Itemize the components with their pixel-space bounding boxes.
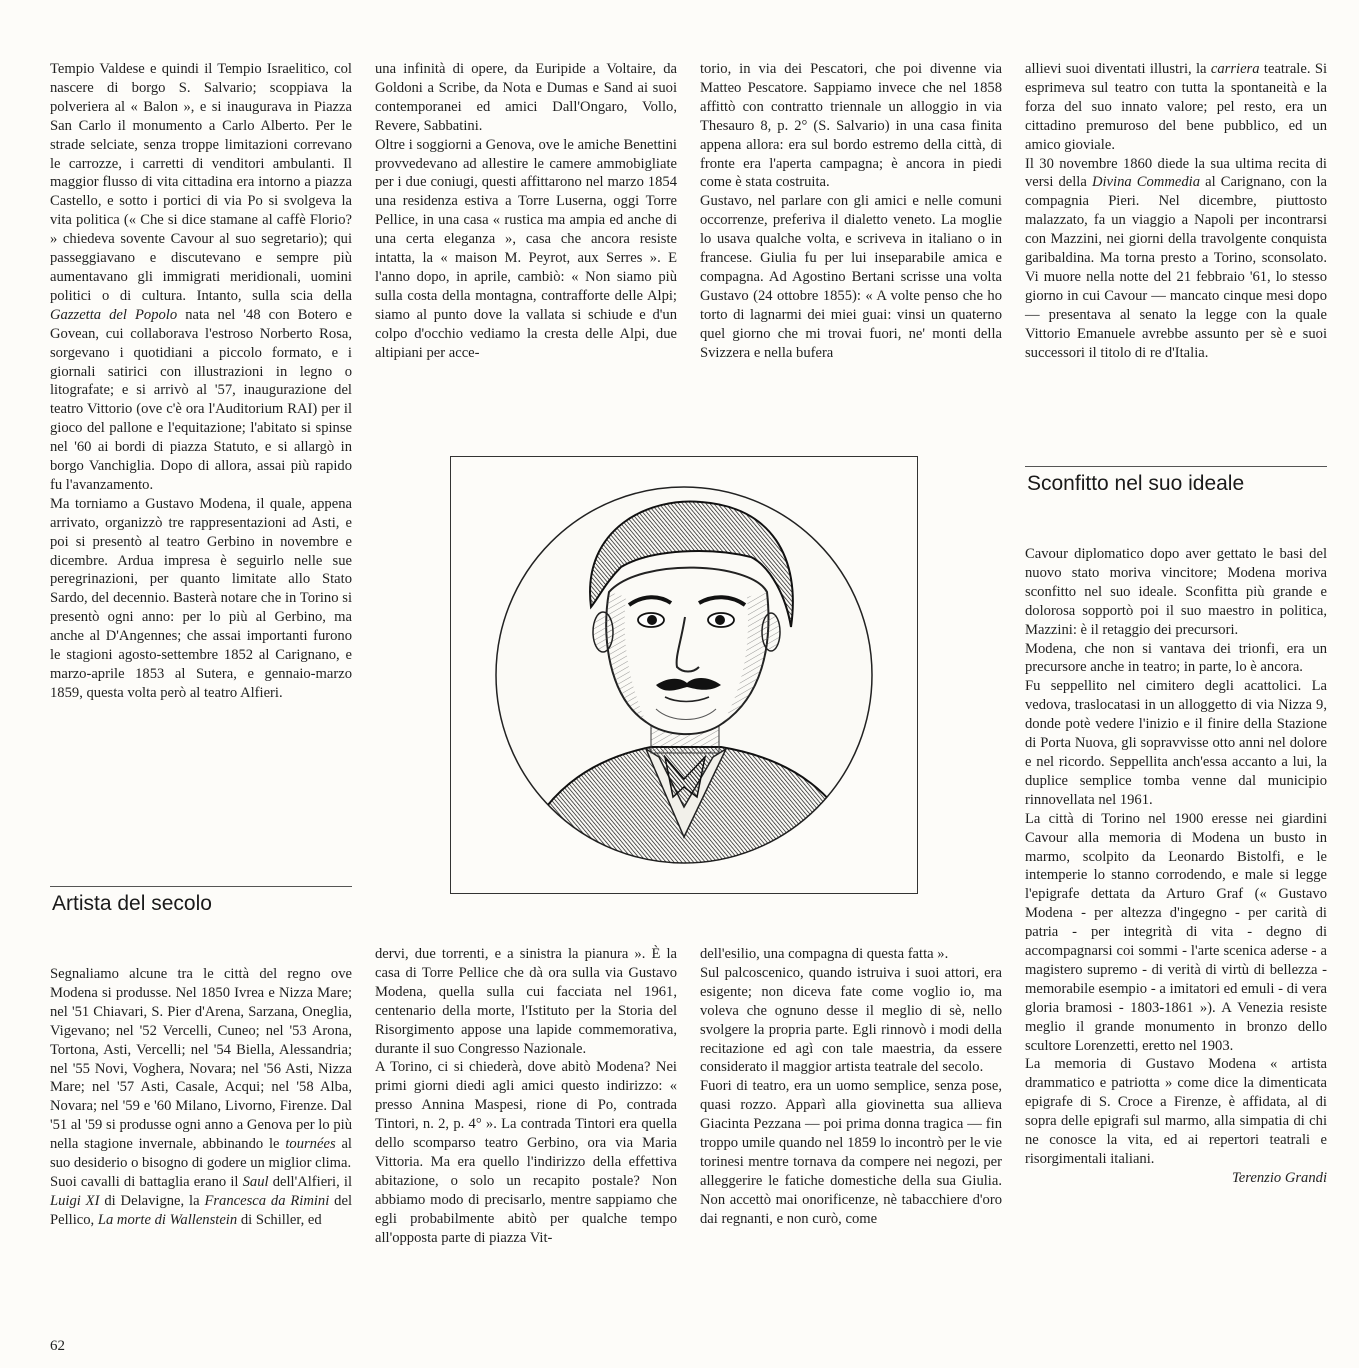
paragraph: Il 30 novembre 1860 diede la sua ultima recita di versi della Divina Commedia al Carignano, con la compagnia Pieri. Nel dicembre, piuttosto malazzato, fa un viaggio a Napoli per incontrarsi con Mazzini, nei giorni della travolgente conquista garibaldina. Ma torna presto a Torino, sconsolato. Vi muore nella notte del 21 febbraio '61, lo stesso giorno in cui Cavour — mancato cinque mesi dopo — presentava al senato la legge con la quale Vittorio Emanuele avrebbe assunto per sè e suoi successori il titolo di re d'Italia. — [1025, 155, 1327, 361]
paragraph: dervi, due torrenti, e a sinistra la pianura ». È la casa di Torre Pellice che dà ora sulla via Gustavo Modena, quella sulla cui facciata nel 1961, centenario della morte, l'Istituto per la Storia del Risorgimento appose una lapide commemorativa, durante il suo Congresso Nazionale. — [375, 946, 677, 1057]
divider — [50, 886, 352, 887]
column-3-top — [700, 60, 1002, 363]
paragraph: una infinità di opere, da Euripide a Voltaire, da Goldoni a Scribe, da Nota e Dumas e Sand ai suoi contemporanei ed amici Dall'Ongaro, Vollo, Revere, Sabbatini. — [375, 61, 677, 134]
column-1-top — [50, 60, 352, 703]
portrait-illustration — [450, 456, 918, 894]
paragraph: Ma torniamo a Gustavo Modena, il quale, appena arrivato, organizzò tre rappresentazioni ad Asti, e poi si presentò al teatro Gerbino in novembre e dicembre. Ardua impresa è seguirlo nelle sue peregrinazioni, per quanto limitate allo Stato Sardo, del decennio. Basterà notare che in Torino si presentò ogni anno: per lo più al Gerbino, ma anche al D'Angennes; che assai importanti furono le stagioni agosto-settembre 1852 al Carignano, e marzo-aprile 1853 al Sutera, e gennaio-marzo 1859, questa volta però al teatro Alfieri. — [50, 495, 352, 701]
paragraph: Oltre i soggiorni a Genova, ove le amiche Benettini provvedevano ad allestire le camere ammobigliate per i due coniugi, questi affittarono nel marzo 1854 una residenza estiva a Torre Luserna, oggi Torre Pellice, in una casa « rustica ma ampia ed anche di una certa eleganza », casa che ancora resiste intatta, la « maison M. Peyrot, aux Serres ». E l'anno dopo, in aprile, cambiò: « Non siamo più sulla costa della montagna, contrafforte delle Alpi; siamo al punto dove la vallata si schiude e d'un colpo d'occhio vediamo la cresta delle Alpi, due altipiani per acce- — [375, 136, 677, 361]
column-3-bottom — [700, 945, 1002, 1229]
paragraph: Fu seppellito nel cimitero degli acattolici. La vedova, traslocatasi in un alloggetto di via Nizza 9, donde potè vedere l'inizio e il finire della Stazione di Porta Nuova, gli sopravvisse otto anni nel dolore e nel ricordo. Seppellita anch'essa accanto a lui, la duplice semplice tomba venne dal municipio rinnovellata nel 1961. — [1025, 678, 1327, 808]
paragraph: Sul palcoscenico, quando istruiva i suoi attori, era esigente; non diceva fate come voglio io, ma voleva che ognuno desse il meglio di sè, nello svolgere la propria parte. Egli rinnovò i modi della recitazione ed agì con tale maestria, da essere considerato il maggior artista teatrale del secolo. — [700, 964, 1002, 1076]
page-number: 62 — [50, 1338, 65, 1354]
paragraph: Suoi cavalli di battaglia erano il Saul dell'Alfieri, il Luigi XI di Delavigne, la Francesca da Rimini del Pellico, La morte di Wallenstein di Schiller, ed — [50, 1173, 353, 1228]
paragraph: allievi suoi diventati illustri, la carriera teatrale. Si esprimeva sul teatro con tutta la spontaneità e la forza del suo innato valore; pel resto, era un cittadino premuroso del bene pubblico, ed un amico gioviale. — [1025, 61, 1328, 153]
column-1-bottom — [50, 965, 352, 1230]
section-heading-sconfitto: Sconfitto nel suo ideale — [1027, 472, 1245, 495]
portrait-engraving — [451, 457, 917, 893]
column-4-top — [1025, 60, 1327, 363]
paragraph: La città di Torino nel 1900 eresse nei giardini Cavour alla memoria di Modena un busto in marmo, scolpito da Leonardo Bistolfi, e le intemperie lo stanno corrodendo, e male si legge l'epigrafe dettata da Arturo Graf (« Gustavo Modena - per altezza d'ingegno - per carità di patria - per integrità di vita - degno di accompagnarsi coi sommi - l'arte scenica aderse - a magistero supremo - di verità di virtù di bellezza - memorabile esempio - a imitatori ed emuli - di vera gloria bramosi - 1803-1861 »). A Venezia resiste meglio il grande monumento in bronzo dello scultore Lorenzetti, eretto nel 1903. — [1025, 810, 1327, 1054]
paragraph: dell'esilio, una compagna di questa fatta ». — [700, 946, 949, 962]
paragraph: A Torino, ci si chiederà, dove abitò Modena? Nei primi giorni diedi agli amici questo indirizzo: « presso Annina Maspesi, rione di Po, contrada Tintori, n. 2, p. 4° ». La contrada Tintori era quella dello scomparso teatro Gerbino, ora via Maria Vittoria. Ma era quello l'indirizzo della effettiva abitazione, o solo un recapito postale? Non abbiamo modo di precisarlo, mentre sappiamo che egli probabilmente abitò per qualche tempo all'opposta parte di piazza Vit- — [375, 1059, 677, 1246]
section-heading-artista: Artista del secolo — [52, 892, 212, 915]
paragraph: La memoria di Gustavo Modena « artista drammatico e patriotta » come dice la dimenticata epigrafe di S. Croce a Firenze, è affidata, al di sopra delle epigrafi sul marmo, alla simpatia di chi ne conosce la vita, ed ai repertori teatrali e risorgimentali italiani. — [1025, 1056, 1327, 1167]
paragraph: Gustavo, nel parlare con gli amici e nelle comuni occorrenze, preferiva il dialetto veneto. La moglie lo usava qualche volta, e scriveva in italiano o in francese. Giulia fu per lui inseparabile amica e compagna. Ad Agostino Bertani scrisse una volta Gustavo (24 ottobre 1855): « A volte penso che ho torto di lagnarmi dei miei guai: vinsi un quaterno quel giorno che mi trovai fuori, ne' monti della Svizzera e nella bufera — [700, 193, 1002, 361]
author-signature: Terenzio Grandi — [1231, 1169, 1327, 1186]
paragraph: Modena, che non si vantava dei trionfi, era un precursore anche in teatro; in parte, lo è ancora. — [1025, 640, 1327, 676]
paragraph: Fuori di teatro, era un uomo semplice, senza pose, quasi rozzo. Apparì alla giovinetta sua allieva Giacinta Pezzana — poi prima donna tragica — fin troppo umile quando nel 1859 lo incontrò per le vie torinesi mentre tornava da compere nei negozi, per alleggerire le fatiche domestiche della sua Giulia. Non accettò mai onorificenze, nè tabacchiere d'oro dai regnanti, e non curò, come — [700, 1078, 1002, 1227]
paragraph: torio, in via dei Pescatori, che poi divenne via Matteo Pescatore. Sappiamo invece che nel 1858 affittò con contratto triennale un alloggio in via Thesauro 8, p. 2° (S. Salvario) in una casa finita appena allora: era sul bordo estremo della città, di fronte era l'aperta campagna; è ancora in piedi come è stata costruita. — [700, 61, 1002, 191]
paragraph: Cavour diplomatico dopo aver gettato le basi del nuovo stato moriva vincitore; Modena moriva sconfitto nel suo ideale. Sconfitta più grande e dolorosa sopportò poi il suo maestro in politica, Mazzini: è il retaggio dei precursori. — [1025, 546, 1327, 638]
column-4-bottom — [1025, 545, 1327, 1188]
divider — [1025, 466, 1327, 467]
paragraph: Tempio Valdese e quindi il Tempio Israelitico, col nascere di borgo S. Salvario; scoppiava la polveriera al « Balon », e si inaugurava in Piazza San Carlo il monumento a Carlo Alberto. Per le strade selciate, senza troppe limitazioni correvano le carrozze, i carretti di venditori ambulanti. Il maggior flusso di vita cittadina era intorno a piazza Castello, e sotto i portici di via Po si svolgeva la vita politica (« Che si dice stamane al caffè Florio? » chiedeva sovente Cavour al suo segretario); qui passeggiavano e discutevano e sempre più aumentavano gli immigrati meridionali, uomini politici o di cultura. Intanto, sulla scia della Gazzetta del Popolo nata nel '48 con Botero e Govean, cui collaborava l'estroso Norberto Rosa, sorgevano i quotidiani a piccolo formato, e i giornali satirici con illustrazioni in legno o litografate; e si arrivò al '57, inaugurazione del teatro Vittorio (ove c'è ora l'Auditorium RAI) per il gioco del pallone e l'equitazione; l'abitato si spinse nel '60 ai bordi di piazza Statuto, e si allargò in borgo Vanchiglia. Dopo di allora, assai più rapido fu l'avanzamento. — [50, 61, 352, 493]
column-2-bottom — [375, 945, 677, 1248]
column-2-top — [375, 60, 677, 363]
paragraph: Segnaliamo alcune tra le città del regno ove Modena si produsse. Nel 1850 Ivrea e Nizza Mare; nel '51 Chiavari, S. Pier d'Arena, Sarzana, Oneglia, Vigevano; nel '52 Vercelli, Cuneo; nel '53 Arona, Tortona, Asti, Vercelli; nel '54 Biella, Alessandria; nel '55 Novi, Voghera, Novara; nel '56 Asti, Nizza Mare; nel '57 Asti, Casale, Acqui; nel '58 Alba, Novara; nel '59 e '60 Milano, Livorno, Firenze. Dal '51 al '59 si produsse ogni anno a Genova per lo più nella stagione invernale, abbinando le tournées al suo desiderio o bisogno di godere un miglior clima. — [50, 966, 352, 1172]
